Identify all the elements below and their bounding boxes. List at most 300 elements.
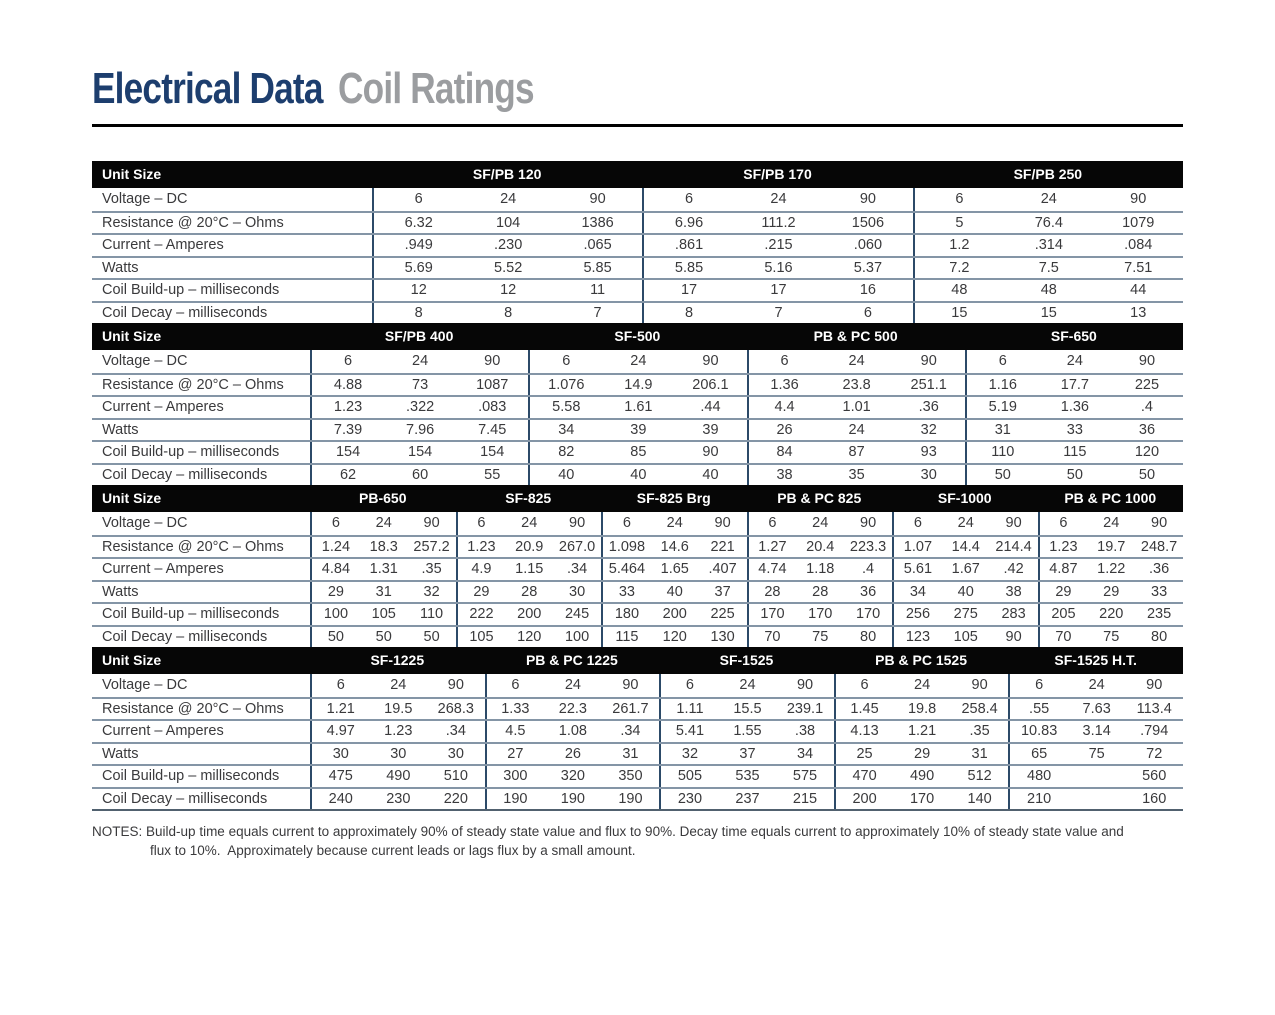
value-cell: 8	[685, 304, 694, 321]
value-cell: 70	[1055, 628, 1072, 645]
table-row	[92, 395, 1183, 418]
group-cells	[642, 213, 912, 234]
value-cell: 31	[994, 421, 1011, 438]
row-label: Coil Build-up – milliseconds	[102, 768, 280, 784]
value-cell: 29	[914, 745, 931, 762]
value-cell: 24	[564, 677, 581, 693]
value-cell: .314	[1034, 237, 1063, 253]
table-row	[92, 787, 1183, 810]
value-cell: 210	[1027, 790, 1052, 807]
value-cell: 220	[443, 790, 468, 807]
value-cell: 1.11	[676, 700, 704, 717]
value-cell: 90	[702, 353, 719, 369]
value-cell: 32	[920, 421, 937, 438]
group-cells	[747, 350, 965, 373]
group-cells	[310, 627, 456, 648]
value-cell: 33	[618, 583, 635, 600]
value-cell: 6.96	[674, 214, 704, 231]
value-cell: 90	[569, 515, 586, 531]
group-cells	[1038, 559, 1184, 580]
group-header: SF/PB 120	[472, 166, 542, 182]
notes-line2: flux to 10%. Approximately because current leads or lags flux by a small amount.	[150, 843, 636, 858]
value-cell: 1.16	[988, 376, 1017, 393]
group-cells	[456, 512, 602, 535]
value-cell: 23.8	[842, 376, 871, 393]
group-cells	[1038, 627, 1184, 648]
group-cells	[485, 744, 660, 765]
value-cell: 110	[991, 444, 1015, 460]
group-cells	[747, 465, 965, 486]
value-cell: 1.36	[1060, 399, 1089, 415]
row-label: Voltage – DC	[102, 515, 188, 531]
value-cell: 28	[521, 583, 538, 600]
row-label: Resistance @ 20°C – Ohms	[102, 700, 284, 717]
value-cell: 32	[681, 745, 699, 762]
value-cell: 1.18	[806, 561, 835, 577]
group-cells	[965, 350, 1183, 373]
value-cell: 7.39	[333, 421, 363, 438]
value-cell: .949	[404, 237, 433, 253]
value-cell: 115	[615, 628, 639, 645]
unit-size-header	[92, 161, 1183, 188]
value-cell: 510	[443, 768, 468, 784]
value-cell: 206.1	[692, 376, 729, 393]
group-cells	[310, 721, 485, 742]
group-header: SF/PB 400	[384, 328, 454, 344]
value-cell: 6	[511, 677, 520, 693]
value-cell: 154	[335, 444, 361, 460]
group-cells	[747, 397, 965, 418]
notes-line1: Build-up time equals current to approximately 90% of steady state value and flux to 90%. Decay time equals current to approximately 10% of steady state value and	[146, 824, 1124, 839]
group-cells	[485, 789, 660, 810]
value-cell: 105	[953, 628, 978, 645]
table-row	[92, 418, 1183, 441]
value-cell: 55	[484, 466, 501, 483]
page-content	[92, 0, 1183, 860]
value-cell: .34	[445, 723, 466, 739]
value-cell: 267.0	[558, 538, 596, 555]
value-cell: 90	[622, 677, 639, 693]
group-cells	[310, 442, 528, 463]
value-cell: 1.076	[548, 376, 585, 393]
group-cells	[1038, 604, 1184, 625]
group-cells	[747, 627, 893, 648]
table-row	[92, 535, 1183, 558]
value-cell: 62	[339, 466, 357, 483]
value-cell: 48	[951, 282, 968, 298]
group-header: SF-1000	[937, 490, 992, 506]
group-header: SF-1525 H.T.	[1054, 652, 1137, 668]
row-label: Coil Decay – milliseconds	[102, 304, 268, 321]
value-cell: .230	[494, 237, 523, 253]
value-cell: .35	[969, 723, 990, 739]
value-cell: 240	[328, 790, 353, 807]
table-row	[92, 350, 1183, 373]
group-cells	[834, 699, 1009, 720]
value-cell: 261.7	[612, 700, 649, 717]
value-cell: 24	[1040, 191, 1057, 207]
value-cell: 90	[702, 444, 719, 460]
value-cell: 24	[914, 677, 931, 693]
value-cell: 3.14	[1082, 723, 1111, 739]
table-row	[92, 233, 1183, 256]
value-cell: 223.3	[849, 538, 887, 555]
group-cells	[601, 627, 747, 648]
value-cell: 5.85	[674, 259, 704, 276]
value-cell: 25	[856, 745, 873, 762]
value-cell: 28	[812, 583, 829, 600]
value-cell: 1.2	[949, 237, 970, 253]
group-cells	[485, 699, 660, 720]
value-cell: 1.23	[467, 538, 496, 555]
group-cells	[310, 744, 485, 765]
value-cell: .060	[853, 237, 883, 253]
title-rule	[92, 124, 1183, 127]
value-cell: 1.21	[326, 700, 355, 717]
value-cell: 24	[500, 191, 517, 207]
value-cell: 32	[423, 583, 440, 600]
group-cells	[372, 280, 642, 301]
value-cell: 24	[412, 353, 429, 369]
value-cell: 29	[1055, 583, 1072, 600]
value-cell: 90	[1146, 677, 1163, 693]
group-cells	[310, 604, 456, 625]
group-header: SF-825	[505, 490, 552, 506]
value-cell: 222	[469, 606, 494, 622]
group-cells	[834, 674, 1009, 697]
group-cells	[1008, 766, 1183, 787]
unit-size-label: Unit Size	[102, 652, 162, 668]
value-cell: 28	[764, 583, 781, 600]
value-cell: .794	[1140, 723, 1169, 739]
value-cell: 18.3	[369, 538, 398, 555]
group-cells	[642, 258, 912, 279]
group-header: SF-1525	[719, 652, 774, 668]
value-cell: 90	[971, 677, 988, 693]
value-cell: 283	[1001, 606, 1026, 622]
group-header: SF-825 Brg	[636, 490, 711, 506]
value-cell: 90	[796, 677, 814, 693]
group-header: SF-650	[1050, 328, 1097, 344]
value-cell: 44	[1130, 282, 1147, 298]
group-cells	[913, 258, 1183, 279]
value-cell: 90	[1005, 628, 1022, 645]
value-cell: 6	[344, 353, 353, 369]
value-cell: 480	[1027, 768, 1052, 784]
group-cells	[913, 303, 1183, 324]
coil-ratings-table-2	[92, 323, 1183, 485]
value-cell: 6	[780, 353, 789, 369]
value-cell: 38	[1005, 583, 1022, 600]
group-cells	[747, 559, 893, 580]
value-cell: 90	[1005, 515, 1022, 531]
group-cells	[528, 397, 746, 418]
value-cell: 5.37	[853, 259, 883, 276]
value-cell: 40	[630, 466, 647, 483]
row-label: Voltage – DC	[102, 677, 188, 693]
value-cell: 560	[1142, 768, 1167, 784]
value-cell: 1.36	[770, 376, 799, 393]
group-cells	[965, 465, 1183, 486]
value-cell: 237	[735, 790, 760, 807]
value-cell: 1.65	[660, 561, 689, 577]
coil-ratings-table-4	[92, 647, 1183, 811]
row-label: Coil Build-up – milliseconds	[102, 444, 280, 460]
value-cell: 120	[1134, 444, 1160, 460]
value-cell: 33	[1066, 421, 1083, 438]
row-label: Coil Decay – milliseconds	[102, 466, 268, 483]
group-header: PB & PC 1000	[1064, 490, 1157, 506]
value-cell: 75	[812, 628, 829, 645]
value-cell: 50	[1138, 466, 1156, 483]
table-row	[92, 742, 1183, 765]
value-cell: 100	[323, 606, 349, 622]
group-cells	[834, 744, 1009, 765]
table-row	[92, 373, 1183, 396]
group-cells	[310, 397, 528, 418]
value-cell: .55	[1029, 700, 1050, 717]
value-cell: 75	[1103, 628, 1120, 645]
table-row	[92, 697, 1183, 720]
value-cell: 6	[863, 304, 872, 321]
value-cell: 248.7	[1140, 538, 1178, 555]
coil-ratings-table-3	[92, 485, 1183, 647]
row-label: Voltage – DC	[102, 191, 188, 207]
group-cells	[913, 213, 1183, 234]
value-cell: 256	[905, 606, 931, 622]
value-cell: 13	[1130, 304, 1147, 321]
value-cell: 40	[666, 583, 683, 600]
value-cell: 50	[375, 628, 392, 645]
value-cell: 31	[375, 583, 392, 600]
group-cells	[372, 303, 642, 324]
value-cell: 24	[739, 677, 756, 693]
value-cell: 20.9	[515, 538, 544, 555]
value-cell: 190	[560, 790, 585, 807]
value-cell: 12	[410, 282, 427, 298]
value-cell: .4	[862, 561, 875, 577]
value-cell: 24	[521, 515, 538, 531]
row-label: Coil Decay – milliseconds	[102, 628, 268, 645]
group-cells	[747, 375, 965, 396]
table-row	[92, 301, 1183, 324]
value-cell: 90	[859, 191, 876, 207]
value-cell: 4.9	[471, 561, 492, 577]
value-cell: 1.01	[842, 399, 871, 415]
value-cell: 15.5	[733, 700, 762, 717]
value-cell: 5.58	[552, 399, 581, 415]
value-cell: 170	[808, 606, 833, 622]
value-cell: 12	[500, 282, 517, 298]
value-cell: 320	[560, 768, 585, 784]
value-cell: 1087	[476, 376, 509, 393]
group-header: SF/PB 250	[1013, 166, 1083, 182]
value-cell: 30	[569, 583, 586, 600]
group-cells	[601, 604, 747, 625]
table-row	[92, 463, 1183, 486]
value-cell: 6	[331, 515, 340, 531]
group-cells	[659, 674, 834, 697]
value-cell: 19.8	[907, 700, 937, 717]
value-cell: 505	[677, 768, 703, 784]
value-cell: 90	[1130, 191, 1147, 207]
value-cell: 1.23	[333, 399, 363, 415]
group-cells	[642, 280, 912, 301]
value-cell: .215	[764, 237, 793, 253]
value-cell: 84	[776, 444, 793, 460]
table-row	[92, 625, 1183, 648]
value-cell: 85	[630, 444, 647, 460]
value-cell: 37	[739, 745, 756, 762]
value-cell: 24	[390, 677, 407, 693]
group-cells	[528, 350, 746, 373]
value-cell: 268.3	[437, 700, 474, 717]
group-cells	[485, 766, 660, 787]
group-cells	[1038, 537, 1184, 558]
value-cell: 1.23	[1049, 538, 1078, 555]
value-cell: 535	[735, 768, 760, 784]
value-cell: 80	[860, 628, 877, 645]
group-cells	[834, 721, 1009, 742]
value-cell: 10.83	[1020, 723, 1058, 739]
group-cells	[965, 397, 1183, 418]
value-cell: 14.9	[624, 376, 653, 393]
unit-size-label: Unit Size	[102, 166, 162, 182]
value-cell: 1.55	[733, 723, 762, 739]
coil-ratings-tables	[92, 161, 1183, 811]
value-cell: 7.51	[1124, 259, 1153, 276]
table-row	[92, 674, 1183, 697]
value-cell: 113.4	[1136, 700, 1172, 717]
value-cell: .407	[708, 561, 737, 577]
value-cell: 7.63	[1082, 700, 1111, 717]
value-cell: 7.2	[949, 259, 970, 276]
table-row	[92, 256, 1183, 279]
value-cell: 190	[503, 790, 528, 807]
group-cells	[528, 442, 746, 463]
value-cell: 105	[469, 628, 494, 645]
value-cell: .083	[478, 399, 507, 415]
group-cells	[913, 188, 1183, 211]
group-cells	[1038, 512, 1184, 535]
page-title	[92, 64, 965, 112]
group-cells	[642, 303, 912, 324]
value-cell: 225	[710, 606, 735, 622]
group-cells	[485, 721, 660, 742]
value-cell: 36	[1138, 421, 1156, 438]
value-cell: 6	[336, 677, 345, 693]
group-cells	[310, 465, 528, 486]
value-cell: 90	[714, 515, 731, 531]
value-cell: 24	[666, 515, 683, 531]
value-cell: 40	[702, 466, 719, 483]
value-cell: 300	[503, 768, 528, 784]
value-cell: 221	[710, 538, 735, 555]
group-cells	[659, 721, 834, 742]
group-cells	[310, 699, 485, 720]
group-cells	[747, 442, 965, 463]
value-cell: 17	[680, 282, 698, 298]
group-cells	[747, 512, 893, 535]
row-label: Watts	[102, 583, 139, 600]
row-label: Current – Amperes	[102, 723, 224, 739]
group-cells	[892, 604, 1038, 625]
value-cell: 6	[955, 191, 964, 207]
value-cell: 75	[1088, 745, 1105, 762]
unit-size-header	[92, 485, 1183, 512]
value-cell: 475	[328, 768, 353, 784]
group-cells	[659, 766, 834, 787]
group-cells	[659, 744, 834, 765]
group-header: PB & PC 1225	[525, 652, 618, 668]
value-cell: 40	[558, 466, 575, 483]
row-label: Watts	[102, 745, 139, 762]
value-cell: 27	[507, 745, 524, 762]
unit-size-header	[92, 323, 1183, 350]
value-cell: 90	[589, 191, 606, 207]
value-cell: 22.3	[558, 700, 587, 717]
value-cell: 73	[412, 376, 429, 393]
value-cell: 205	[1051, 606, 1076, 622]
table-row	[92, 440, 1183, 463]
group-cells	[747, 582, 893, 603]
value-cell	[1068, 789, 1126, 810]
value-cell: 50	[327, 628, 344, 645]
value-cell: 50	[423, 628, 440, 645]
value-cell: .34	[620, 723, 641, 739]
group-cells	[892, 559, 1038, 580]
value-cell: 93	[920, 444, 937, 460]
value-cell: 1.27	[758, 538, 787, 555]
value-cell: 1506	[851, 214, 885, 231]
value-cell: 180	[614, 606, 640, 622]
group-cells	[528, 465, 746, 486]
value-cell: 140	[967, 790, 992, 807]
group-cells	[913, 280, 1183, 301]
value-cell: 154	[480, 444, 505, 460]
value-cell: 15	[951, 304, 968, 321]
value-cell: 490	[386, 768, 411, 784]
value-cell: 1.61	[624, 399, 653, 415]
value-cell: 6	[414, 191, 423, 207]
group-cells	[601, 512, 747, 535]
value-cell: 90	[860, 515, 877, 531]
group-cells	[892, 537, 1038, 558]
value-cell: 4.5	[505, 723, 526, 739]
value-cell: 30	[447, 745, 464, 762]
group-header: SF/PB 170	[743, 166, 812, 182]
value-cell: 1.24	[321, 538, 351, 555]
value-cell: .322	[406, 399, 435, 415]
coil-ratings-table-1	[92, 161, 1183, 323]
value-cell: 50	[994, 466, 1011, 483]
value-cell: 82	[558, 444, 575, 460]
title-secondary: Coil Ratings	[338, 64, 534, 113]
value-cell: 90	[1138, 353, 1156, 369]
value-cell: 350	[618, 768, 643, 784]
value-cell: .36	[918, 399, 939, 415]
table-row	[92, 557, 1183, 580]
value-cell: 6	[913, 515, 922, 531]
group-cells	[892, 627, 1038, 648]
value-cell: 5.61	[903, 561, 933, 577]
value-cell: 26	[776, 421, 793, 438]
value-cell: 1.15	[515, 561, 544, 577]
value-cell: 29	[473, 583, 490, 600]
value-cell: 29	[1103, 583, 1120, 600]
value-cell: 5.52	[494, 259, 523, 276]
value-cell: 24	[957, 515, 974, 531]
